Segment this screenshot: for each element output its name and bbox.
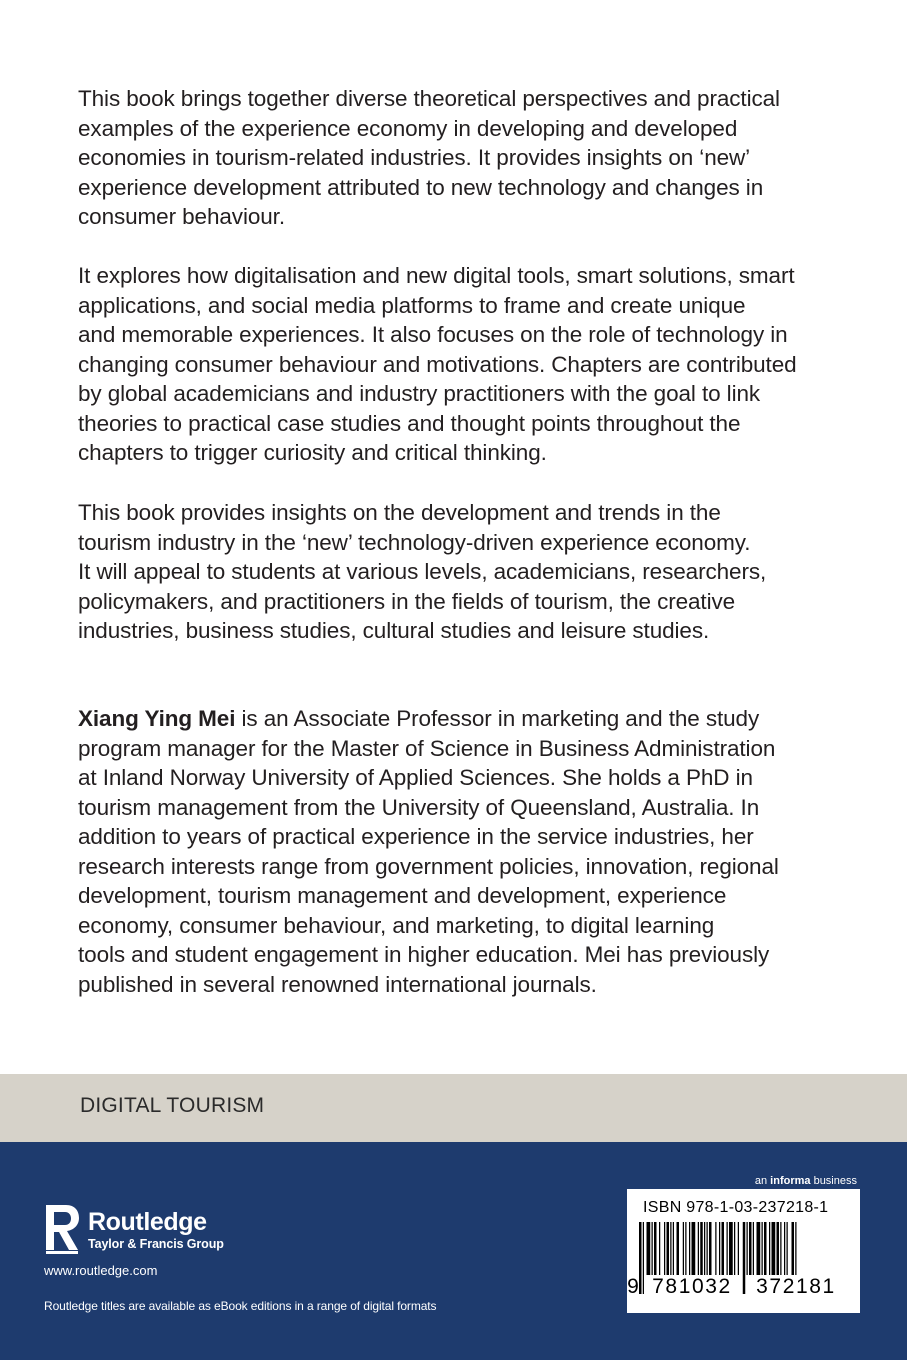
text-line: experience development attributed to new technology and changes in bbox=[78, 174, 764, 200]
text-line: policymakers, and practitioners in the fields of tourism, the creative bbox=[78, 588, 736, 614]
text-line: This book brings together diverse theoretical perspectives and practical bbox=[78, 86, 780, 111]
text-line: addition to years of practical experience in the service industries, her bbox=[78, 824, 754, 849]
text-line: It explores how digitalisation and new digital tools, smart solutions, smart bbox=[78, 263, 795, 288]
series-label: DIGITAL TOURISM bbox=[80, 1094, 265, 1117]
informa-bold: informa bbox=[770, 1175, 811, 1187]
isbn-barcode bbox=[627, 1189, 860, 1313]
text-line: It will appeal to students at various levels, academicians, researchers, bbox=[78, 559, 767, 584]
series-band bbox=[0, 1074, 907, 1142]
barcode-first-digit: 9 bbox=[627, 1275, 639, 1298]
text-line: development, tourism management and development, experience bbox=[78, 883, 727, 908]
ebook-note: Routledge titles are available as eBook editions in a range of digital formats bbox=[44, 1299, 437, 1313]
barcode-bar bbox=[743, 1222, 746, 1294]
description-paragraph-3 bbox=[78, 498, 848, 646]
author-bio bbox=[78, 704, 848, 999]
publisher-footer bbox=[0, 1142, 907, 1360]
author-bio-first-line-rest: is an Associate Professor in marketing and the study bbox=[235, 706, 760, 731]
text-line: economies in tourism-related industries. It provides insights on ‘new’ bbox=[78, 145, 751, 170]
text-line: This book provides insights on the development and trends in the bbox=[78, 500, 721, 525]
text-line: applications, and social media platforms to frame and create unique bbox=[78, 292, 746, 318]
text-line: tourism industry in the ‘new’ technology-driven experience economy. bbox=[78, 529, 751, 555]
informa-prefix: an bbox=[754, 1175, 771, 1187]
author-name: Xiang Ying Mei bbox=[78, 706, 236, 731]
informa-business-label bbox=[755, 1175, 857, 1187]
text-line: tourism management from the University of Queensland, Australia. In bbox=[78, 794, 760, 820]
text-line: research interests range from government policies, innovation, regional bbox=[78, 853, 779, 879]
publisher-name: Routledge bbox=[88, 1208, 207, 1236]
text-line: by global academicians and industry practitioners with the goal to link bbox=[78, 381, 761, 406]
isbn-label: ISBN 978-1-03-237218-1 bbox=[643, 1199, 829, 1216]
publisher-group: Taylor & Francis Group bbox=[88, 1237, 224, 1251]
text-line: examples of the experience economy in developing and developed bbox=[78, 115, 738, 141]
description-paragraph-2 bbox=[78, 261, 848, 468]
barcode-right-digits: 372181 bbox=[746, 1275, 846, 1299]
text-line: at Inland Norway University of Applied Sciences. She holds a PhD in bbox=[78, 765, 753, 790]
text-line: economy, consumer behaviour, and marketing, to digital learning bbox=[78, 912, 715, 938]
barcode-bar bbox=[639, 1222, 642, 1294]
text-line: and memorable experiences. It also focuses on the role of technology in bbox=[78, 322, 788, 347]
barcode-left-digits: 781032 bbox=[644, 1275, 740, 1299]
text-line: industries, business studies, cultural studies and leisure studies. bbox=[78, 618, 710, 643]
text-line: consumer behaviour. bbox=[78, 204, 285, 229]
text-line: program manager for the Master of Science in Business Administration bbox=[78, 735, 776, 761]
text-line: theories to practical case studies and thought points throughout the bbox=[78, 410, 741, 436]
text-line: tools and student engagement in higher education. Mei has previously bbox=[78, 942, 770, 967]
text-line: chapters to trigger curiosity and critical thinking. bbox=[78, 440, 547, 465]
author-bio-first-line bbox=[78, 704, 848, 734]
text-line: published in several renowned international journals. bbox=[78, 971, 597, 997]
routledge-r-logo-icon bbox=[44, 1203, 80, 1255]
informa-suffix: business bbox=[810, 1175, 857, 1187]
text-line: changing consumer behaviour and motivations. Chapters are contributed bbox=[78, 351, 797, 377]
description-paragraph-1 bbox=[78, 84, 848, 232]
publisher-website[interactable]: www.routledge.com bbox=[44, 1263, 158, 1278]
